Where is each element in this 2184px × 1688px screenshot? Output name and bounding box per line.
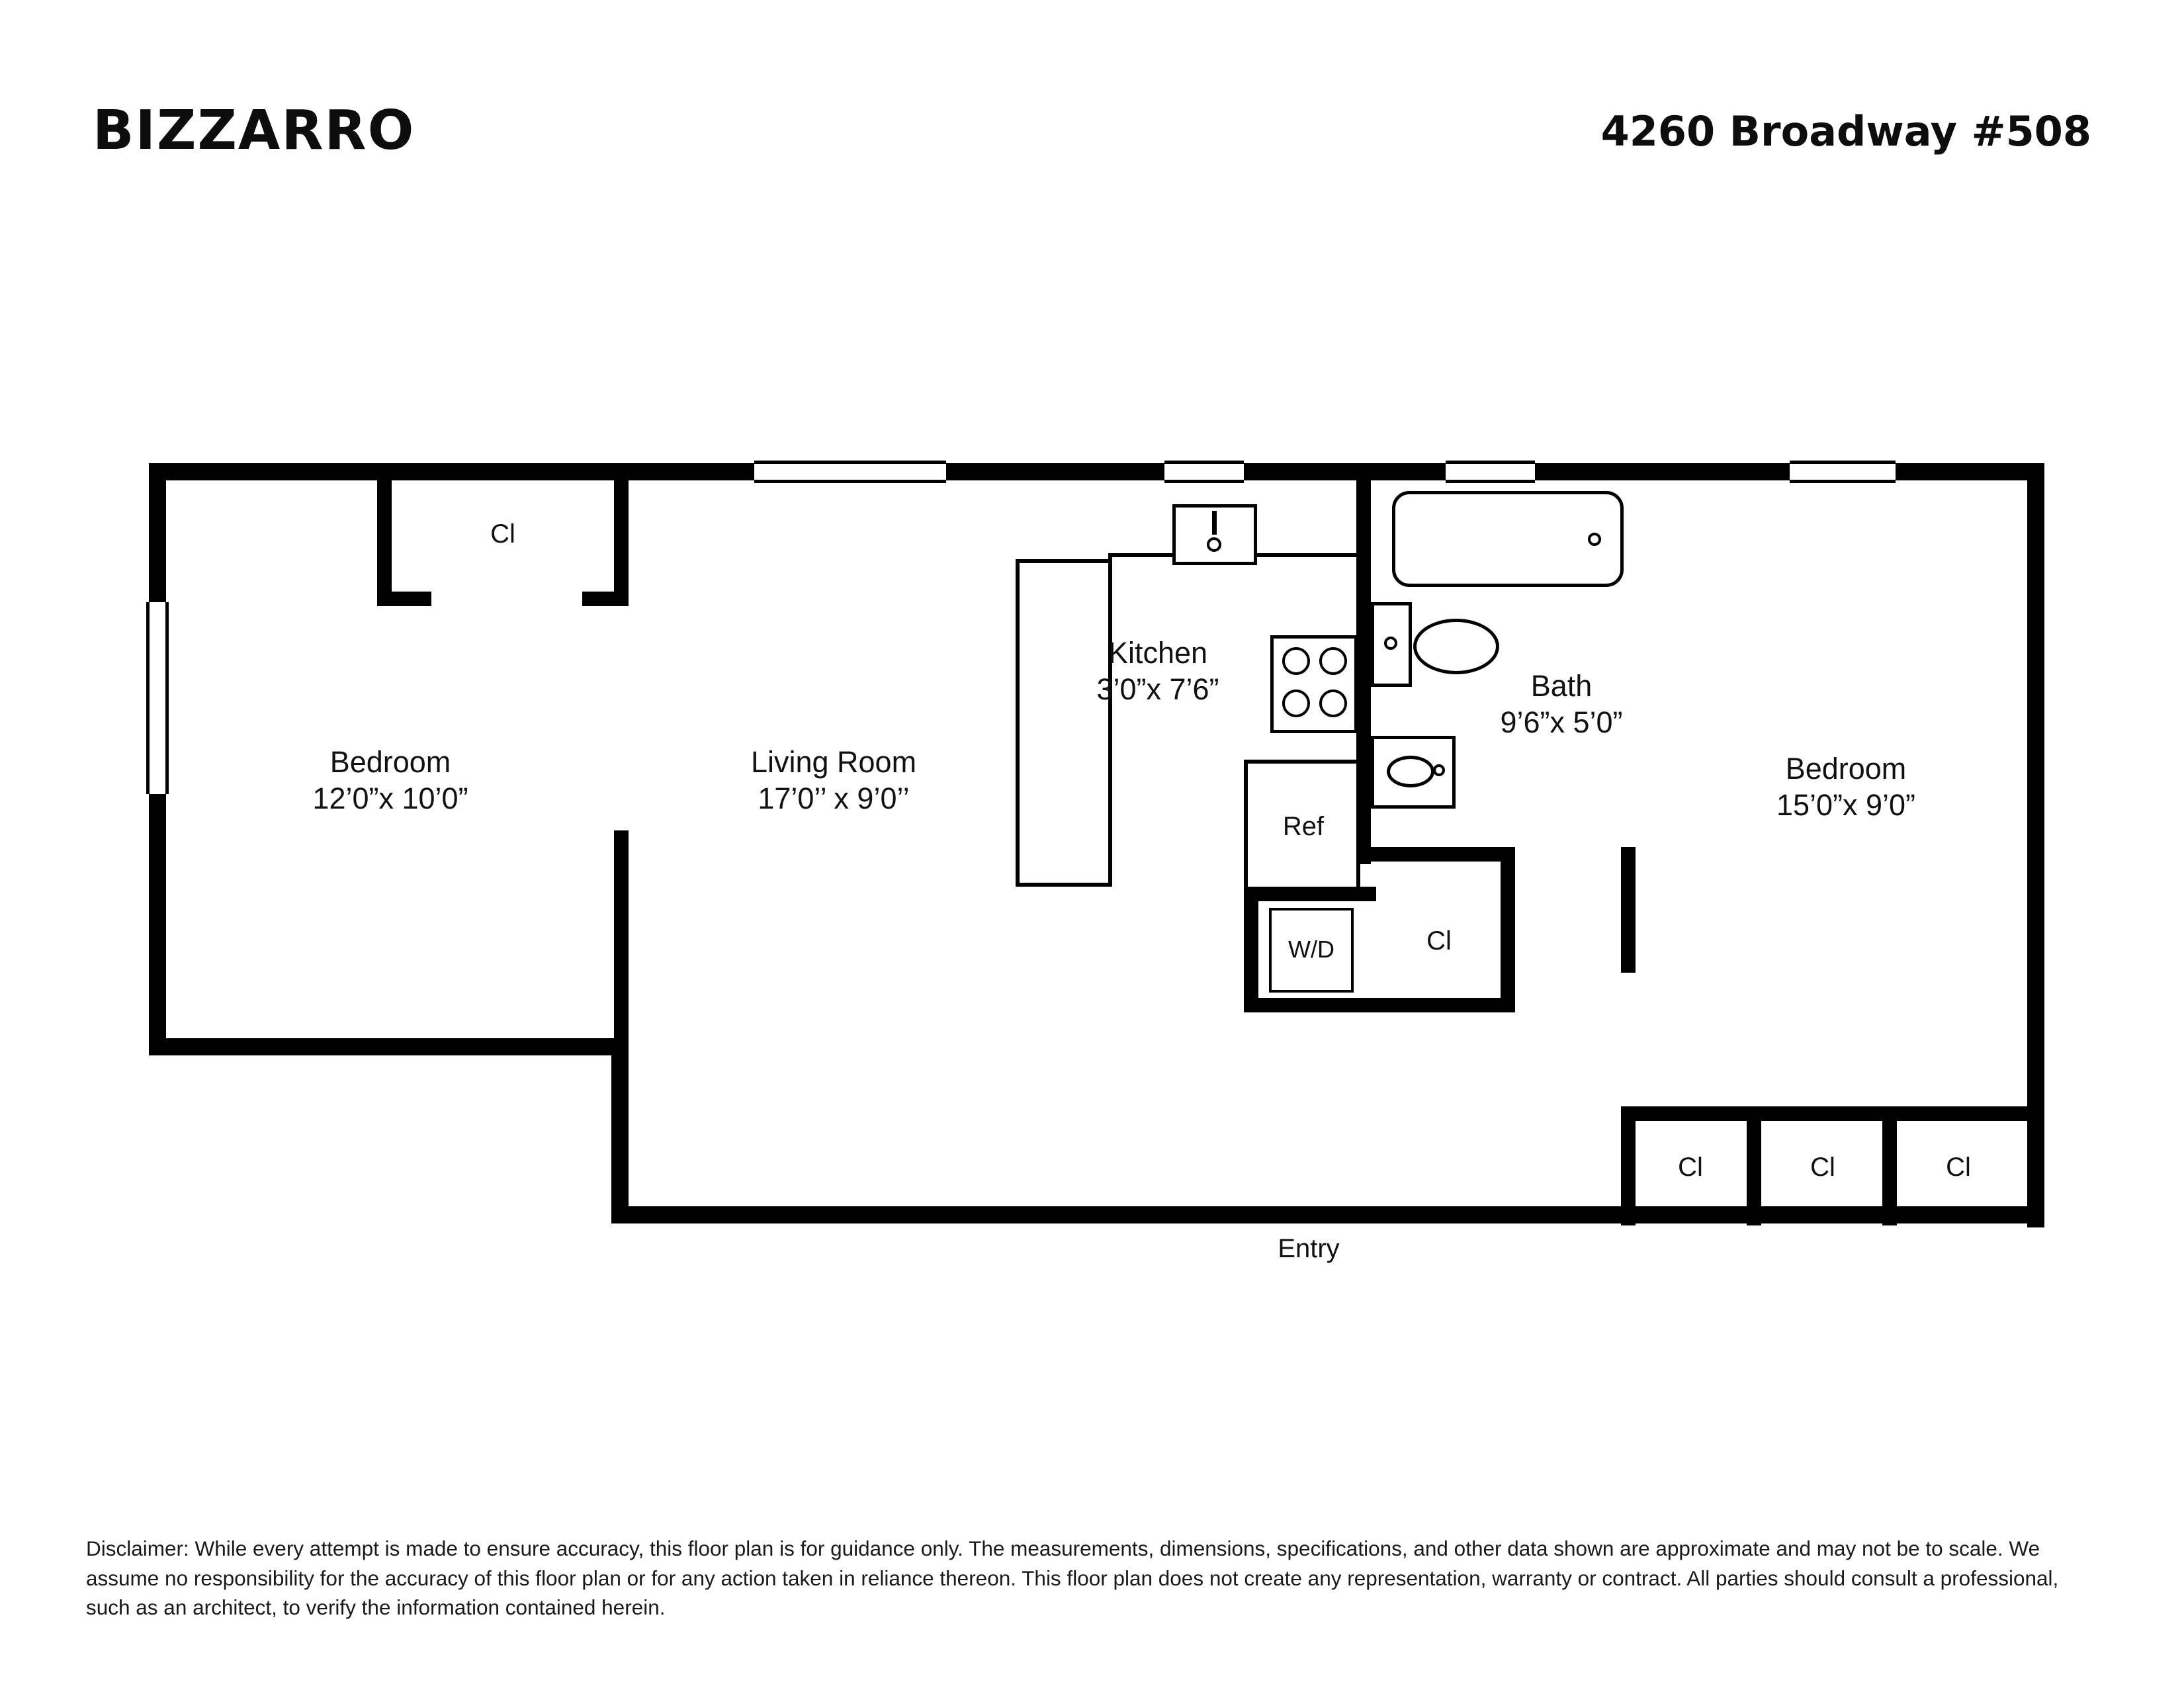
kitchen-counter-inner-vert — [1108, 559, 1112, 887]
wall-hallcloset-bottom — [1356, 998, 1515, 1012]
room-label-bath — [1442, 668, 1681, 741]
kitchen-counter-top — [1016, 559, 1112, 563]
room-label-bedroom-2 — [1674, 751, 2018, 824]
wall-bedroom2-left-lower — [1621, 1106, 1636, 1225]
wall-bedroom2-left-upper — [1621, 847, 1636, 973]
entry-label — [1237, 1234, 1380, 1264]
wall-hall-left — [611, 1038, 629, 1223]
window-living-room — [754, 461, 946, 483]
burner-icon — [1319, 689, 1347, 717]
room-dims: 3’0”x 7’6” — [1096, 672, 1219, 706]
wall-closet-divider-1 — [1747, 1106, 1761, 1225]
wall-kitchen-bottom — [1244, 887, 1376, 901]
wall-exterior-top — [149, 463, 2044, 480]
wd-label-text: W/D — [1288, 936, 1334, 963]
closet-label-2 — [1403, 926, 1475, 956]
brand-logo: BIZZARRO — [93, 99, 415, 162]
room-name: Bedroom — [1785, 752, 1907, 785]
closet-label-5 — [1922, 1153, 1995, 1182]
room-dims: 15’0”x 9’0” — [1776, 787, 1916, 822]
wall-exterior-bottom — [611, 1206, 2044, 1223]
closet-label-text: Cl — [490, 519, 515, 549]
wall-closet-divider-2 — [1882, 1106, 1897, 1225]
ref-label-text: Ref — [1282, 812, 1325, 841]
closet-label-text: Cl — [1678, 1153, 1703, 1182]
wd-label — [1269, 936, 1354, 963]
closet-label-text: Cl — [1810, 1153, 1835, 1182]
window-bath — [1446, 461, 1535, 483]
closet-label-text: Cl — [1426, 926, 1452, 955]
kitchen-counter-left-vert — [1016, 559, 1020, 887]
page-title: 4260 Broadway #508 — [1600, 107, 2091, 155]
burner-icon — [1282, 689, 1310, 717]
room-label-living-room — [662, 744, 1006, 817]
room-name: Kitchen — [1108, 636, 1208, 670]
sink-drain-icon — [1207, 537, 1221, 552]
wall-wd-left — [1244, 887, 1258, 1012]
room-dims: 17’0’’ x 9’0’’ — [758, 781, 910, 815]
room-label-kitchen — [1052, 635, 1264, 708]
wall-closet-bank-top — [1621, 1106, 2044, 1121]
room-name: Bedroom — [329, 745, 451, 779]
wall-closet1-bottom-left — [377, 592, 431, 606]
toilet-bowl — [1413, 619, 1499, 674]
bath-faucet-icon — [1433, 764, 1445, 776]
ref-box-left — [1244, 760, 1248, 892]
wall-hallcloset-right — [1501, 847, 1515, 1012]
window-bedroom1 — [146, 602, 169, 794]
closet-label-text: Cl — [1946, 1153, 1971, 1182]
stove-fixture — [1270, 635, 1358, 733]
toilet-flush-icon — [1384, 637, 1397, 650]
wall-bedroom1-right-lower — [614, 830, 629, 1049]
entry-label-text: Entry — [1278, 1234, 1340, 1263]
room-dims: 9’6”x 5’0” — [1500, 705, 1623, 739]
bath-sink-basin — [1387, 756, 1434, 787]
kitchen-counter-sink-run — [1108, 553, 1112, 561]
room-name: Bath — [1530, 669, 1593, 703]
disclaimer-text: Disclaimer: While every attempt is made to ensure accuracy, this floor plan is for guidance only. The measurements, dimensions, specifications, and other data shown are approximate and may not be to scale. We assume no responsibility for the accuracy of this floor plan or for any action taken in reliance thereon. This floor plan does not create any representation, warranty or contract. All parties should consult a professional, such as an architect, to verify the information contained herein. — [86, 1536, 2059, 1620]
wall-closet1-left — [377, 480, 392, 606]
room-dims: 12’0”x 10’0” — [312, 781, 468, 815]
ref-box-top — [1244, 760, 1360, 764]
kitchen-counter-bottom — [1016, 883, 1112, 887]
closet-label-4 — [1786, 1153, 1859, 1182]
closet-label-3 — [1654, 1153, 1727, 1182]
sink-faucet — [1212, 511, 1217, 535]
closet-label-1 — [463, 519, 543, 549]
window-kitchen — [1164, 461, 1244, 483]
wall-hallcloset-top — [1356, 847, 1515, 862]
wall-bedroom1-bottom — [149, 1038, 629, 1055]
wall-bedroom1-right — [614, 480, 629, 606]
room-name: Living Room — [750, 745, 917, 779]
ref-label — [1257, 812, 1350, 842]
tub-drain-icon — [1588, 533, 1601, 546]
burner-icon — [1282, 647, 1310, 675]
room-label-bedroom-1 — [218, 744, 562, 817]
burner-icon — [1319, 647, 1347, 675]
window-bedroom2 — [1790, 461, 1896, 483]
wall-bath-left — [1356, 480, 1371, 864]
